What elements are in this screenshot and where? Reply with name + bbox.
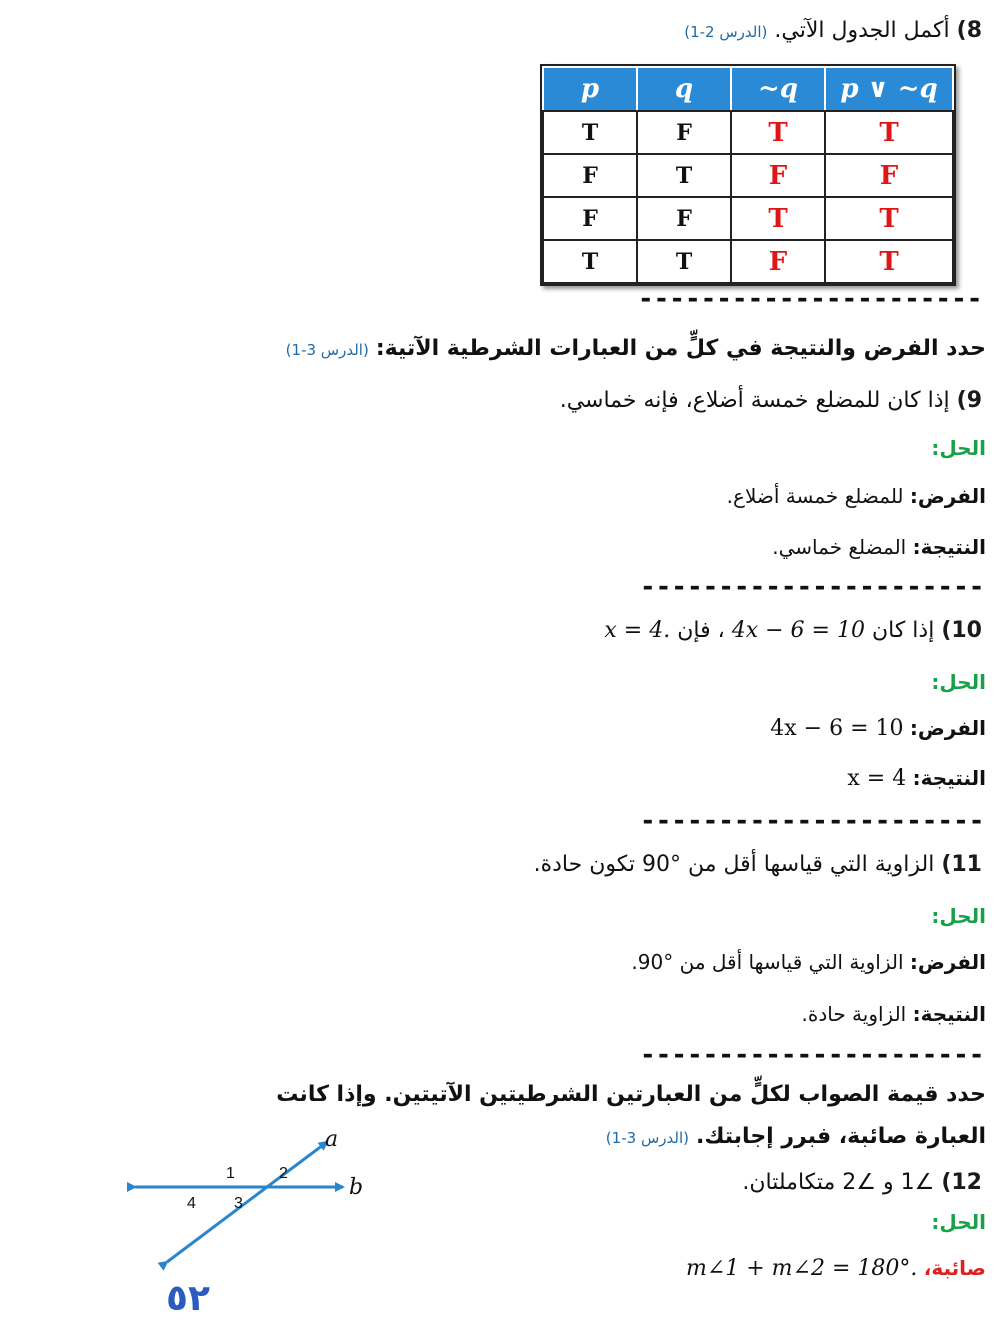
q11-solution-label: الحل: [931,904,986,928]
q12-line [742,1170,982,1195]
q12-number: 12) [941,1170,982,1195]
label-angle-1: 1 [226,1165,235,1182]
section1-instruction: حدد الفرض والنتيجة في كلٍّ من العبارات الشرطية الآتية: [375,336,986,361]
q12-verdict: صائبة، [923,1256,986,1280]
q10-hypothesis-label: الفرض: [909,716,986,740]
q10-equation-1: 4x − 6 = 10 [731,618,865,643]
q9-conclusion-label: النتيجة: [912,535,986,559]
truth-table [540,64,956,286]
table-cell-answer: T [731,197,825,240]
col-not-q: ~q [731,67,825,111]
col-p-or-not-q: p ∨ ~q [825,67,953,111]
q10-conclusion: x = 4 [847,766,907,791]
q12-answer-line [686,1256,986,1281]
table-cell-answer: T [825,111,953,154]
q11-text: الزاوية التي قياسها أقل من °90 تكون حادة. [533,852,935,877]
table-cell: T [637,240,731,283]
q10-hypothesis: 4x − 6 = 10 [770,716,904,741]
q9-hypothesis-line [727,484,986,508]
q8-line [684,18,982,43]
q11-conclusion-line [801,1002,986,1026]
q8-number: 8) [956,18,982,43]
section2-lesson: (الدرس 3-1) [605,1129,689,1147]
table-cell-answer: F [731,154,825,197]
q8-lesson: (الدرس 2-1) [684,23,768,41]
q10-text-prefix: إذا كان [871,618,935,643]
q10-hypothesis-line [770,716,986,741]
q11-hypothesis-label: الفرض: [909,950,986,974]
q10-conclusion-line [847,766,986,791]
section2-instruction-2: العبارة صائبة، فبرر إجابتك. [695,1124,986,1149]
q9-number: 9) [956,388,982,413]
q10-number: 10) [941,618,982,643]
q11-conclusion-label: النتيجة: [912,1002,986,1026]
section1-lesson: (الدرس 3-1) [285,341,369,359]
label-a: a [325,1127,339,1152]
label-angle-4: 4 [187,1195,196,1212]
truth-table-header [543,67,953,111]
q11-hypothesis-line [631,950,986,974]
separator: ---------------------- [640,806,985,836]
q12-justification: m∠1 + m∠2 = 180°. [685,1256,918,1281]
q10-equation-2: x = 4. [604,618,671,643]
q9-line [560,388,982,413]
q8-text: أكمل الجدول الآتي. [774,18,950,43]
q12-solution-label: الحل: [931,1210,986,1234]
q10-text-mid: ، فإن [677,618,725,643]
label-b: b [349,1175,364,1200]
table-row [543,154,953,197]
col-q: q [637,67,731,111]
table-cell-answer: T [825,240,953,283]
q9-conclusion: المضلع خماسي. [772,535,907,559]
table-cell: T [543,240,637,283]
table-row [543,240,953,283]
col-p: p [543,67,637,111]
separator: ---------------------- [638,284,983,314]
table-cell: T [543,111,637,154]
section2-instruction-line2 [606,1124,986,1149]
q11-conclusion: الزاوية حادة. [801,1002,907,1026]
table-cell-answer: T [825,197,953,240]
separator: ---------------------- [640,1040,985,1070]
q9-solution-label: الحل: [931,436,986,460]
q9-text: إذا كان للمضلع خمسة أضلاع، فإنه خماسي. [559,388,950,413]
table-cell: F [543,154,637,197]
q11-hypothesis: الزاوية التي قياسها أقل من °90. [631,950,904,974]
table-cell: F [637,197,731,240]
q9-hypothesis-label: الفرض: [909,484,986,508]
table-row [543,197,953,240]
table-cell-answer: F [731,240,825,283]
q12-text: ∠1 و ∠2 متكاملتان. [742,1170,935,1195]
q10-line [604,618,982,643]
q10-solution-label: الحل: [931,670,986,694]
label-angle-3: 3 [234,1195,243,1212]
q10-conclusion-label: النتيجة: [912,766,986,790]
q9-hypothesis: للمضلع خمسة أضلاع. [726,484,904,508]
table-cell: T [637,154,731,197]
angle-figure [115,1120,375,1280]
q11-line [534,852,982,877]
section2-instruction-1: حدد قيمة الصواب لكلٍّ من العبارتين الشرطيتين الآتيتين. وإذا كانت [276,1082,986,1107]
section1-instruction-line [286,336,986,361]
table-row [543,111,953,154]
separator: ---------------------- [640,572,985,602]
q11-number: 11) [941,852,982,877]
page-number: ٥٢ [166,1278,210,1319]
q9-conclusion-line [772,535,986,559]
table-cell: F [637,111,731,154]
table-cell-answer: F [825,154,953,197]
label-angle-2: 2 [279,1165,288,1182]
table-cell: F [543,197,637,240]
table-cell-answer: T [731,111,825,154]
